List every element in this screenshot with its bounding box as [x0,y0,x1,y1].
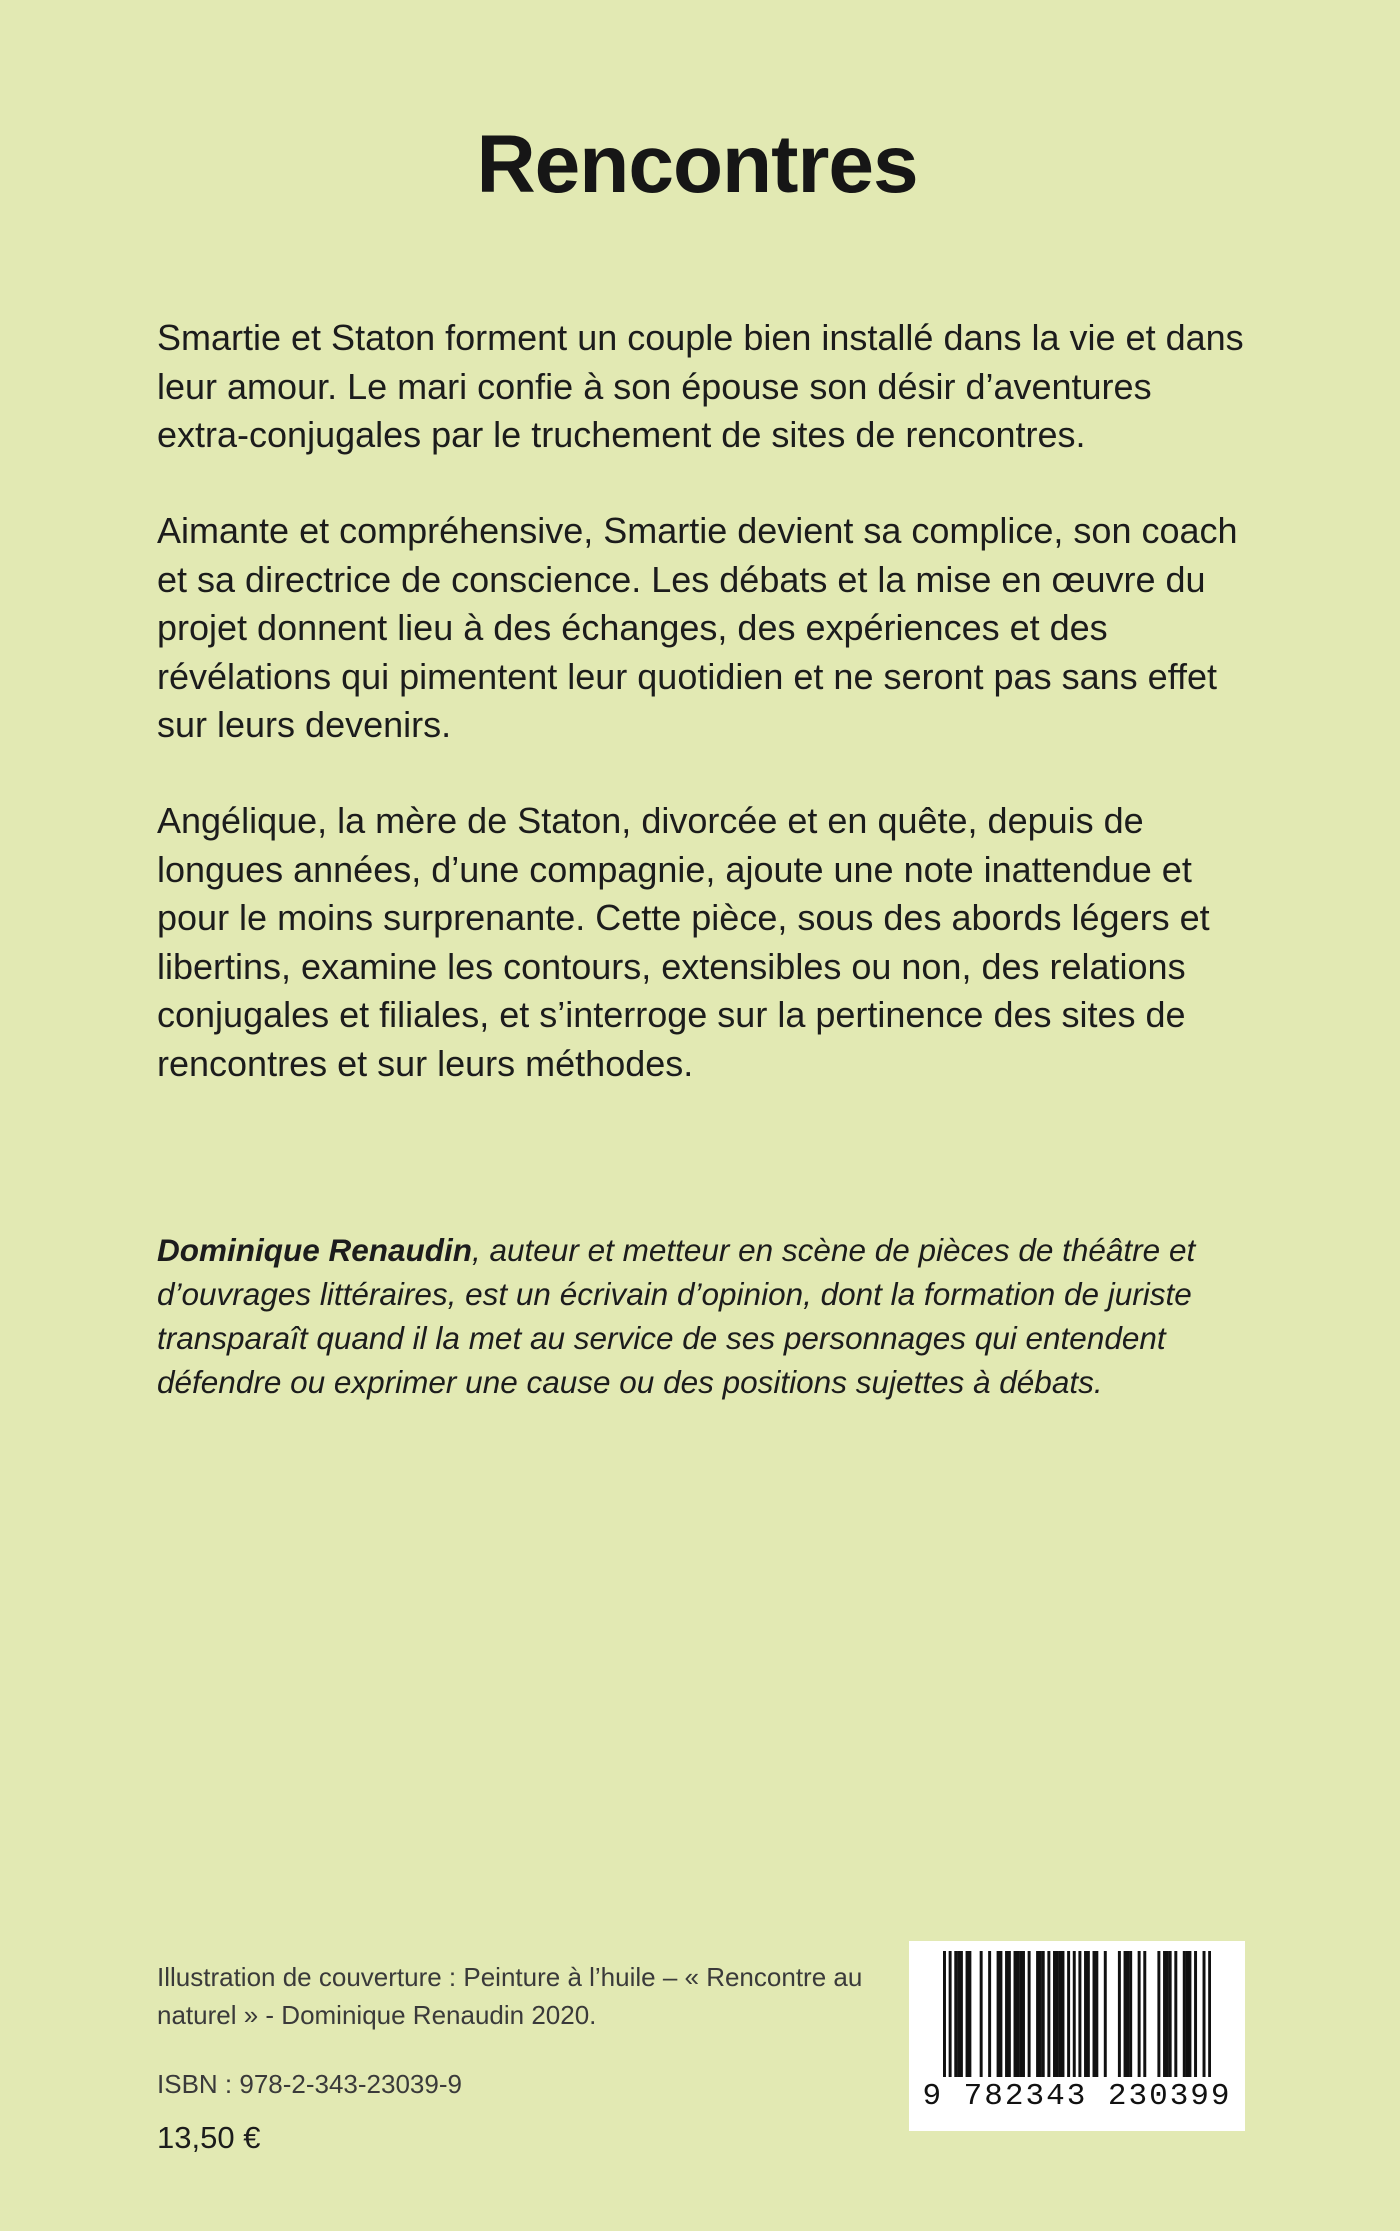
barcode-bar [1016,1951,1019,2077]
barcode-bar [1008,1951,1011,2077]
barcode-bar [949,1951,952,2077]
barcode-number: 9 782343 230399 [922,2079,1232,2114]
barcode-bar [1084,1951,1087,2077]
barcode-bar [1208,1951,1211,2077]
cover-credit: Illustration de couverture : Peinture à l’huile – « Rencontre au naturel » - Dominique Renaudin 2020. [157,1962,863,2030]
barcode-bar [1163,1951,1166,2077]
barcode-bar [1078,1951,1081,2077]
author-name: Dominique Renaudin [157,1232,472,1268]
barcode-bar [1042,1951,1045,2077]
isbn-label: ISBN : 978-2-343-23039-9 [157,2069,462,2099]
barcode-bar [1059,1951,1062,2077]
barcode [909,1941,1245,2131]
barcode-bar [1039,1951,1042,2077]
barcode-bar [1028,1951,1031,2077]
barcode-bar [1186,1951,1189,2077]
barcode-bar [943,1951,946,2077]
barcode-bar [1143,1951,1146,2077]
barcode-bar [1056,1951,1059,2077]
barcode-bar [1126,1951,1129,2077]
barcode-bar [957,1951,960,2077]
barcode-bar [1014,1951,1017,2077]
barcode-bar [1138,1951,1141,2077]
barcode-bar [1174,1951,1177,2077]
barcode-bar [1157,1951,1160,2077]
barcode-bar [960,1951,963,2077]
barcode-bar [1087,1951,1090,2077]
barcode-bar [1053,1951,1056,2077]
barcode-bar [997,1951,1000,2077]
barcode-bar [1005,1951,1008,2077]
barcode-bar [1093,1951,1096,2077]
barcode-bar [1169,1951,1172,2077]
barcode-bar [1036,1951,1039,2077]
barcode-bar [1095,1951,1098,2077]
barcode-bar [1047,1951,1050,2077]
barcode-bar [1019,1951,1022,2077]
author-bio [157,1228,1247,1404]
barcode-bar [1183,1951,1186,2077]
barcode-bar [1124,1951,1127,2077]
barcode-bar [1073,1951,1076,2077]
barcode-bar [1022,1951,1025,2077]
barcode-bar [999,1951,1002,2077]
barcode-bar [1194,1951,1197,2077]
barcode-bar [1118,1951,1121,2077]
barcode-bar [1203,1951,1206,2077]
blurb-paragraph-1: Smartie et Staton forment un couple bien installé dans la vie et dans leur amour. Le mari confie à son épouse son désir d’aventures extra-conjugales par le truchement de sites de rencontres. [157,317,1244,455]
barcode-bar [954,1951,957,2077]
barcode-bar [1104,1951,1107,2077]
blurb-paragraph-3: Angélique, la mère de Staton, divorcée et en quête, depuis de longues années, d’une compagnie, ajoute une note inattendue et pour le moins surprenante. Cette pièce, sous des abords légers et libertins, examine les contours, extensibles ou non, des relations conjugales et filiales, et s’interroge sur la pertinence des sites de rencontres et sur leurs méthodes. [157,800,1210,1084]
barcode-bar [1188,1951,1191,2077]
barcode-bar [1166,1951,1169,2077]
author-bio-text: , auteur et metteur en scène de pièces de théâtre et d’ouvrages littéraires, est un écrivain d’opinion, dont la formation de juriste transparaît quand il la met au service de ses personnages qui entendent défendre ou exprimer une cause ou des positions sujettes à débats. [157,1232,1196,1400]
barcode-bar [988,1951,991,2077]
barcode-bar [966,1951,969,2077]
book-title: Rencontres [476,119,918,210]
barcode-bar [1061,1951,1064,2077]
barcode-bar [980,1951,983,2077]
barcode-bar [1067,1951,1070,2077]
blurb-paragraph-2: Aimante et compréhensive, Smartie devient sa complice, son coach et sa directrice de conscience. Les débats et la mise en œuvre du projet donnent lieu à des échanges, des expériences et des révélations qui pimentent leur quotidien et ne seront pas sans effet sur leurs devenirs. [157,510,1238,745]
barcode-bar [968,1951,971,2077]
barcode-icon [943,1951,1211,2077]
price-label: 13,50 € [157,2120,261,2155]
barcode-bar [1129,1951,1132,2077]
